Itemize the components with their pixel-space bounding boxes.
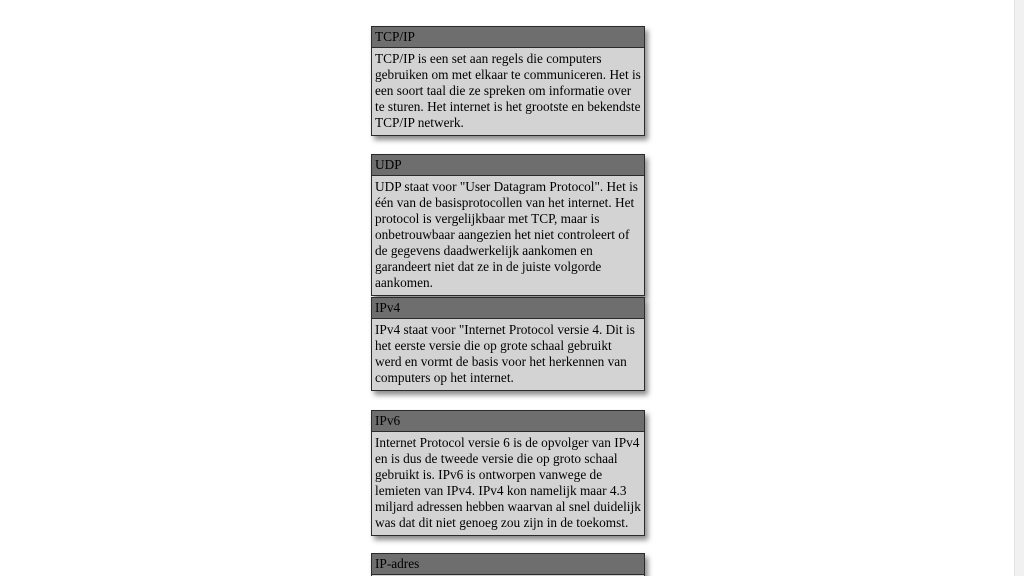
card-tcpip	[371, 26, 645, 136]
card-ipv4	[371, 297, 645, 391]
card-body: TCP/IP is een set aan regels die computers gebruiken om met elkaar te communiceren. Het is een soort taal die ze spreken om informatie over te sturen. Het internet is het grootste en bekendste TCP/IP netwerk.	[375, 51, 641, 130]
card-title: UDP	[372, 155, 644, 176]
card-ip-adres	[371, 553, 645, 576]
card-title: IPv6	[372, 411, 644, 432]
card-udp	[371, 154, 645, 296]
card-title: IPv4	[372, 298, 644, 319]
card-body: Internet Protocol versie 6 is de opvolger van IPv4 en is dus de tweede versie die op groto schaal gebruikt is. IPv6 is ontworpen vanwege de lemieten van IPv4. IPv4 kon namelijk maar 4.3 miljard adressen hebben waarvan al snel duidelijk was dat dit niet genoeg zou zijn in de toekomst.	[375, 435, 641, 530]
card-ipv6	[371, 410, 645, 536]
card-title: TCP/IP	[372, 27, 644, 48]
card-body: UDP staat voor "User Datagram Protocol". Het is één van de basisprotocollen van het internet. Het protocol is vergelijkbaar met TCP, maar is onbetrouwbaar aangezien het niet controleert of de gegevens daadwerkelijk aankomen en garandeert niet dat ze in de juiste volgorde aankomen.	[375, 179, 638, 290]
card-title: IP-adres	[372, 554, 644, 575]
vertical-scrollbar[interactable]	[1014, 0, 1024, 576]
card-body: IPv4 staat voor "Internet Protocol versie 4. Dit is het eerste versie die op grote schaal gebruikt werd en vormt de basis voor het herkennen van computers op het internet.	[375, 322, 635, 385]
